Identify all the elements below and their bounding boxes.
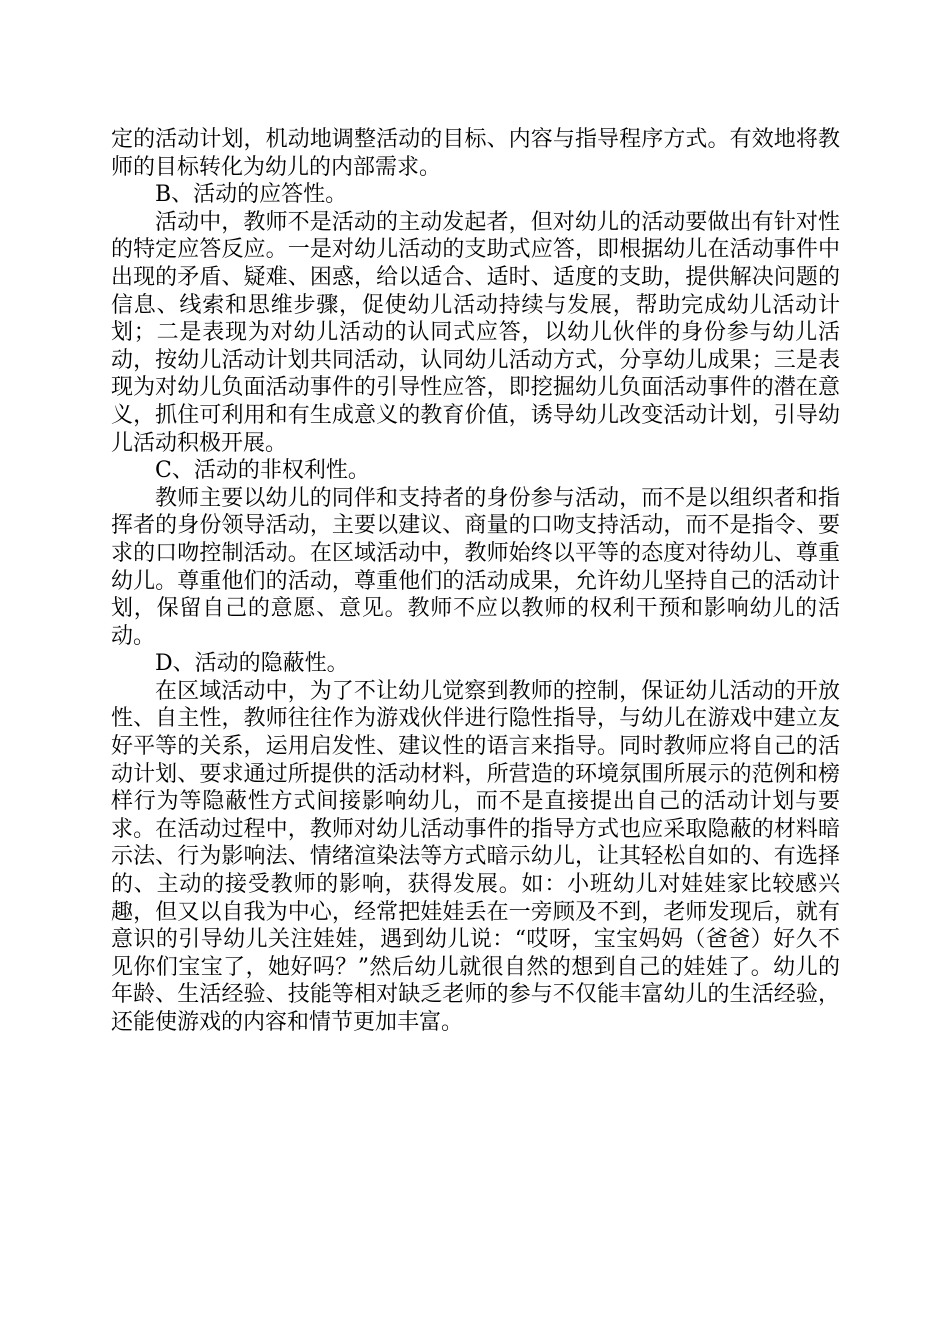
paragraph-intro: 定的活动计划，机动地调整活动的目标、内容与指导程序方式。有效地将教师的目标转化为幼儿的内部需求。 xyxy=(111,127,840,180)
section-heading-c: C、活动的非权利性。 xyxy=(155,458,370,484)
paragraph-d: 在区域活动中，为了不让幼儿觉察到教师的控制，保证幼儿活动的开放性、自主性，教师往往作为游戏伙伴进行隐性指导，与幼儿在游戏中建立友好平等的关系，运用启发性、建议性的语言来指导。同时教师应将自己的活动计划、要求通过所提供的活动材料，所营造的环境氛围所展示的范例和榜样行为等隐蔽性方式间接影响幼儿，而不是直接提出自己的活动计划与要求。在活动过程中，教师对幼儿活动事件的指导方式也应采取隐蔽的材料暗示法、行为影响法、情绪渲染法等方式暗示幼儿，让其轻松自如的、有选择的、主动的接受教师的影响，获得发展。如：小班幼儿对娃娃家比较感兴趣，但又以自我为中心，经常把娃娃丢在一旁顾及不到，老师发现后，就有意识的引导幼儿关注娃娃，遇到幼儿说：“哎呀，宝宝妈妈（爸爸）好久不见你们宝宝了，她好吗？”然后幼儿就很自然的想到自己的娃娃了。幼儿的年龄、生活经验、技能等相对缺乏老师的参与不仅能丰富幼儿的生活经验，还能使游戏的内容和情节更加丰富。 xyxy=(111,678,840,1035)
paragraph-b: 活动中，教师不是活动的主动发起者，但对幼儿的活动要做出有针对性的特定应答反应。一是对幼儿活动的支助式应答，即根据幼儿在活动事件中出现的矛盾、疑难、困惑，给以适合、适时、适度的支助，提供解决问题的信息、线索和思维步骤，促使幼儿活动持续与发展，帮助完成幼儿活动计划；二是表现为对幼儿活动的认同式应答，以幼儿伙伴的身份参与幼儿活动，按幼儿活动计划共同活动，认同幼儿活动方式，分享幼儿成果；三是表现为对幼儿负面活动事件的引导性应答，即挖掘幼儿负面活动事件的潜在意义，抓住可利用和有生成意义的教育价值，诱导幼儿改变活动计划，引导幼儿活动积极开展。 xyxy=(111,209,840,456)
section-heading-b: B、活动的应答性。 xyxy=(155,182,348,208)
paragraph-c: 教师主要以幼儿的同伴和支持者的身份参与活动，而不是以组织者和指挥者的身份领导活动，主要以建议、商量的口吻支持活动，而不是指令、要求的口吻控制活动。在区域活动中，教师始终以平等的态度对待幼儿、尊重幼儿。尊重他们的活动，尊重他们的活动成果，允许幼儿坚持自己的活动计划，保留自己的意愿、意见。教师不应以教师的权利干预和影响幼儿的活动。 xyxy=(111,485,840,649)
section-heading-d: D、活动的隐蔽性。 xyxy=(155,651,349,677)
document-body xyxy=(111,126,840,1037)
